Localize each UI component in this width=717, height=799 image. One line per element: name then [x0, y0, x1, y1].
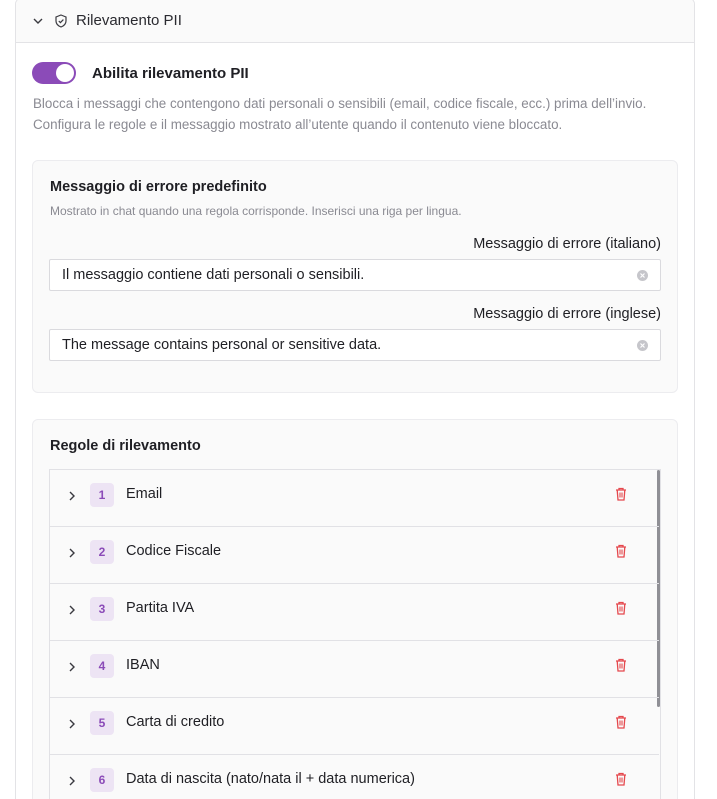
detection-rules-card — [32, 419, 678, 799]
italian-error-input[interactable] — [62, 267, 622, 283]
rule-name: Carta di credito — [126, 714, 225, 730]
chevron-right-icon[interactable] — [67, 603, 77, 617]
trash-icon[interactable] — [614, 486, 628, 502]
chevron-right-icon[interactable] — [67, 660, 77, 674]
rule-name: Data di nascita (nato/nata il + data numerica) — [126, 771, 415, 787]
error-card-title: Messaggio di errore predefinito — [50, 179, 267, 195]
clear-icon[interactable] — [637, 340, 648, 351]
trash-icon[interactable] — [614, 543, 628, 559]
error-message-card — [32, 160, 678, 393]
rule-item[interactable] — [50, 584, 659, 641]
clear-icon[interactable] — [637, 270, 648, 281]
trash-icon[interactable] — [614, 600, 628, 616]
pii-toggle-row — [32, 62, 249, 84]
rules-card-title: Regole di rilevamento — [50, 438, 201, 454]
rule-list[interactable] — [49, 469, 661, 799]
shield-check-icon — [54, 14, 68, 28]
rule-item[interactable] — [50, 470, 659, 527]
rule-item[interactable] — [50, 698, 659, 755]
rule-number-badge: 1 — [90, 483, 114, 507]
rule-name: Codice Fiscale — [126, 543, 222, 559]
error-card-subtitle: Mostrato in chat quando una regola corrisponde. Inserisci una riga per lingua. — [50, 204, 462, 218]
rule-name: IBAN — [126, 657, 160, 673]
pii-enable-label: Abilita rilevamento PII — [92, 64, 249, 82]
rule-number-badge: 4 — [90, 654, 114, 678]
english-error-label: Messaggio di errore (inglese) — [473, 306, 661, 322]
chevron-right-icon[interactable] — [67, 489, 77, 503]
toggle-knob — [56, 64, 74, 82]
pii-section-header[interactable] — [16, 0, 694, 43]
italian-error-field[interactable] — [49, 259, 661, 291]
rule-number-badge: 5 — [90, 711, 114, 735]
section-title: Rilevamento PII — [76, 12, 182, 29]
chevron-right-icon[interactable] — [67, 546, 77, 560]
rule-number-badge: 2 — [90, 540, 114, 564]
rule-item[interactable] — [50, 641, 659, 698]
rule-name: Partita IVA — [126, 600, 195, 616]
pii-enable-toggle[interactable] — [32, 62, 76, 84]
chevron-right-icon[interactable] — [67, 774, 77, 788]
rule-item[interactable] — [50, 527, 659, 584]
english-error-input[interactable] — [62, 337, 622, 353]
rule-number-badge: 3 — [90, 597, 114, 621]
rule-number-badge: 6 — [90, 768, 114, 792]
trash-icon[interactable] — [614, 714, 628, 730]
chevron-right-icon[interactable] — [67, 717, 77, 731]
trash-icon[interactable] — [614, 771, 628, 787]
rule-item[interactable] — [50, 755, 659, 799]
pii-description: Blocca i messaggi che contengono dati personali o sensibili (email, codice fiscale, ecc.) prima dell’invio. Configura le regole e il messaggio mostrato all’utente quando il contenuto viene bloccato. — [33, 96, 647, 132]
english-error-field[interactable] — [49, 329, 661, 361]
rule-name: Email — [126, 486, 163, 502]
italian-error-label: Messaggio di errore (italiano) — [473, 236, 661, 252]
chevron-down-icon[interactable] — [32, 15, 44, 27]
trash-icon[interactable] — [614, 657, 628, 673]
